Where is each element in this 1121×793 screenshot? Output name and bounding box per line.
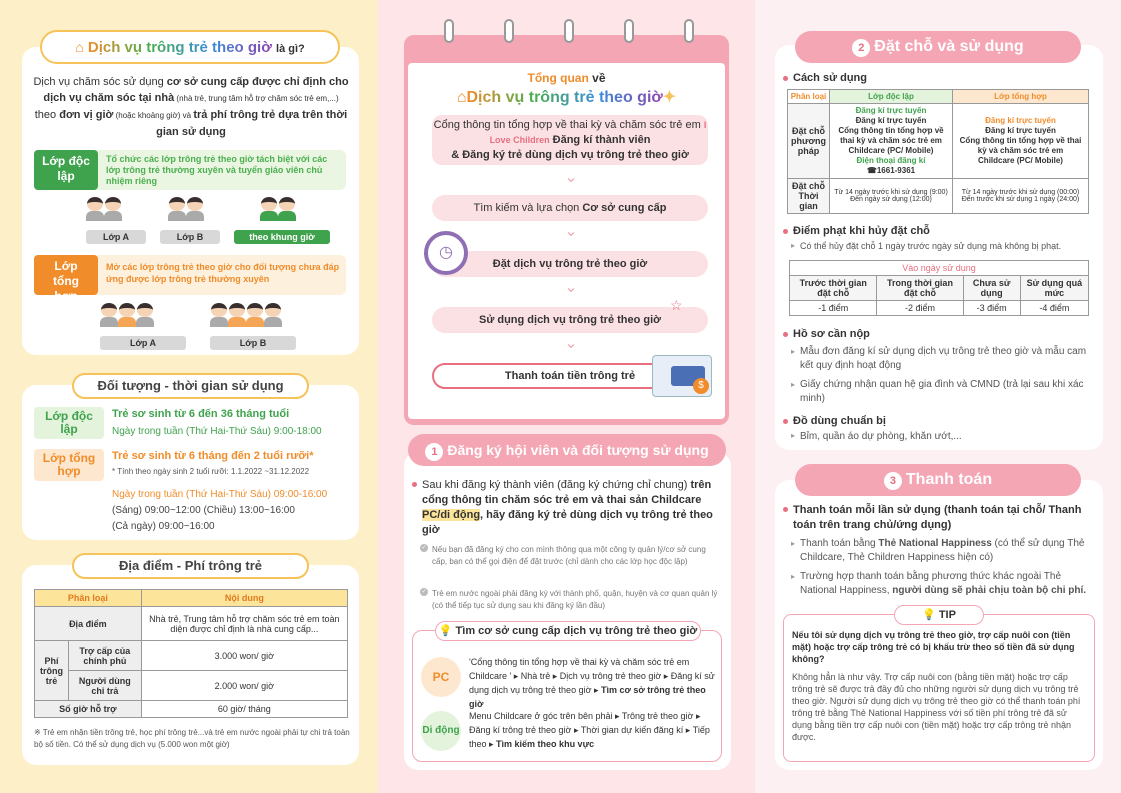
child-icon — [136, 303, 154, 327]
child-icon — [186, 197, 204, 221]
mixed-class-box — [34, 255, 346, 303]
lightbulb-icon: 💡 — [922, 609, 936, 621]
intro-text: Dịch vụ chăm sóc sử dụng cơ sở cung cấp được chỉ định cho dịch vụ chăm sóc tại nhà (nhà trẻ, trung tâm hỗ trợ chăm sóc trẻ em,...) theo đơn vị giờ (hoặc khoảng giờ) và trả phí trông trẻ dựa trên thời gian sử dụng — [33, 76, 349, 138]
items-heading: Đồ dùng chuẩn bị — [783, 415, 886, 427]
class-a-label: Lớp A — [86, 230, 146, 244]
booking-th-mixed: Lớp tổng hợp — [952, 90, 1088, 104]
column-1 — [0, 0, 378, 793]
independent-class-box — [34, 150, 346, 190]
house-icon: ⌂ — [75, 39, 84, 55]
target-mixed-note: * Tính theo ngày sinh 2 tuổi rưỡi: 1.1.2022 ~31.12.2022 — [112, 467, 310, 476]
booking-th-category: Phân loại — [788, 90, 830, 104]
notebook-page — [408, 63, 725, 419]
chevron-down-icon: ⌄ — [564, 335, 578, 352]
booking-title: 2 Đặt chỗ và sử dụng — [795, 31, 1081, 63]
chevron-down-icon: ⌄ — [564, 223, 578, 240]
penalty-value: -2 điểm — [877, 301, 963, 316]
registration-check-1: ✓ Nếu bạn đã đăng ký cho con mình thông qua một công ty quản lý/cơ sở cung cấp, bạn có thể gọi điện để đặt trước (chỉ dành cho các lớp học độc lập) — [420, 544, 720, 568]
booking-time-key: Đặt chỗ Thời gian — [788, 179, 830, 214]
payment-sub-1: ▸ Thanh toán bằng Thẻ National Happiness (có thể sử dụng Thẻ Childcare, Thẻ Children Happiness hiện có) — [791, 537, 1097, 565]
fee-header-category: Phân loại — [35, 590, 142, 607]
registration-title: 1 Đăng ký hội viên và đối tượng sử dụng — [408, 434, 726, 466]
find-provider-box — [412, 625, 722, 762]
fee-header-content: Nội dung — [141, 590, 347, 607]
target-mixed-line2: Ngày trong tuần (Thứ Hai-Thứ Sáu) 09:00-16:00 — [112, 489, 328, 500]
kids-group-b2 — [210, 303, 282, 330]
booking-method-table — [787, 89, 1089, 214]
documents-item-2: ▸ Giấy chứng nhận quan hệ gia đình và CMND (trả lại sau khi xác minh) — [791, 378, 1097, 406]
child-icon — [104, 197, 122, 221]
target-independent-line1: Trẻ sơ sinh từ 6 đến 36 tháng tuổi — [112, 408, 290, 420]
penalty-subtext: ▸ Có thể hủy đặt chỗ 1 ngày trước ngày sử dụng mà không bị phạt. — [791, 241, 1097, 251]
booking-time-mixed: Từ 14 ngày trước khi sử dụng (00:00) Đến trước khi sử dụng 1 ngày (24:00) — [952, 179, 1088, 214]
ring-icon — [444, 19, 454, 43]
notebook-rings — [444, 19, 694, 45]
mixed-class-tag: Lớp tổng hợp — [34, 255, 98, 295]
payment-card — [775, 471, 1103, 770]
section-number: 2 — [852, 39, 870, 57]
payment-main: Thanh toán mỗi lần sử dụng (thanh toán tại chỗ/ Thanh toán trên trang chủ/ứng dụng) — [783, 503, 1093, 533]
fee-row-gov-key: Trợ cấp của chính phủ — [69, 641, 142, 671]
target-mixed-line3: (Sáng) 09:00~12:00 (Chiều) 13:00~16:00 — [112, 505, 295, 516]
target-independent-tag: Lớp độc lập — [34, 407, 104, 439]
kids-group-a2 — [100, 303, 154, 330]
section-number: 3 — [884, 472, 902, 490]
fee-row-user-key: Người dùng chi trả — [69, 671, 142, 701]
house-icon: ⌂ — [456, 89, 467, 106]
alarm-clock-icon: ◷ — [424, 231, 468, 275]
portal-box: Cổng thông tin tổng hợp về thai kỳ và chăm sóc trẻ em I Love Children Đăng kí thành viên & Đăng ký trẻ dùng dịch vụ trông trẻ theo giờ — [432, 115, 708, 165]
class-b2-label: Lớp B — [210, 336, 296, 350]
overview-notebook — [404, 35, 729, 425]
step-book: Đặt dịch vụ trông trẻ theo giờ — [432, 251, 708, 277]
fee-table — [34, 589, 348, 718]
booking-method-mixed: Đăng kí trực tuyến Đăng kí trực tuyến Cổng thông tin tổng hợp về thai kỳ và chăm sóc trẻ em Childcare (PC/ Mobile) — [952, 104, 1088, 179]
child-icon — [278, 197, 296, 221]
step-use: Sử dụng dịch vụ trông trẻ theo giờ — [432, 307, 708, 333]
registration-check-2: ✓ Trẻ em nước ngoài phải đăng ký với thành phố, quận, huyện và cơ quan quản lý (có thể tiếp tục sử dụng sau khi đăng ký lần đầu) — [420, 588, 720, 612]
registration-text: Sau khi đăng ký thành viên (đăng ký chứng chỉ chung) trên cổng thông tin chăm sóc trẻ em và thai sản Childcare PC/di động, hãy đăng ký trẻ dùng dịch vụ trông trẻ theo giờ — [412, 478, 722, 538]
intro-title-highlight: Dịch vụ trông trẻ theo giờ — [87, 39, 272, 56]
fee-row-gov-value: 3.000 won/ giờ — [141, 641, 347, 671]
penalty-th-unused: Chưa sử dụng — [963, 276, 1020, 301]
booking-method-key: Đặt chỗ phương pháp — [788, 104, 830, 179]
tip-question: Nếu tôi sử dụng dịch vụ trông trẻ theo giờ, trợ cấp nuôi con (tiền mặt) hoặc trợ cấp trông trẻ có bị khấu trừ theo số tiền đã sử dụng không? — [792, 630, 1075, 664]
independent-class-kids — [86, 197, 346, 247]
mixed-class-kids — [100, 303, 340, 351]
target-mixed-line1: Trẻ sơ sinh từ 6 tháng đến 2 tuổi rưỡi* — [112, 450, 314, 462]
child-icon — [210, 303, 228, 327]
lightbulb-icon: 💡 — [438, 625, 453, 637]
ring-icon — [624, 19, 634, 43]
fee-card — [22, 558, 359, 765]
kids-group-a — [86, 197, 122, 224]
kids-group-b — [168, 197, 204, 224]
time-slot-label: theo khung giờ — [234, 230, 330, 244]
fee-note: ※ Trẻ em nhận tiền trông trẻ, học phí trông trẻ...và trẻ em nước ngoài phải tự chi trả toàn bộ số tiền. Có thể sử dụng dịch vụ (5.000 won một giờ) — [34, 728, 350, 749]
penalty-value: -4 điểm — [1020, 301, 1088, 316]
booking-method-independent: Đăng kí trực tuyến Đăng kí trực tuyến Cổng thông tin tổng hợp về thai kỳ và chăm sóc trẻ em Childcare (PC/ Mobile) Điện thoại đăng kí ☎1661-9361 — [830, 104, 953, 179]
chevron-down-icon: ⌄ — [564, 279, 578, 296]
registration-card — [404, 442, 731, 770]
mixed-class-text: Mở các lớp trông trẻ theo giờ cho đối tượng chưa đáp ứng được lớp trông trẻ thường xuyên — [106, 262, 340, 284]
child-icon — [86, 197, 104, 221]
child-icon — [100, 303, 118, 327]
penalty-th-day: Vào ngày sử dụng — [790, 261, 1089, 276]
mobile-tag: Di động — [421, 711, 461, 751]
child-icon — [118, 303, 136, 327]
overview-title: Tổng quan về ⌂Dịch vụ trông trẻ theo giờ✦ — [456, 71, 677, 106]
independent-class-tag: Lớp độc lập — [34, 150, 98, 190]
payment-sub-2: ▸ Trường hợp thanh toán bằng phương thức khác ngoài Thẻ National Happiness, người dùng sẽ phải chịu toàn bộ chi phí. — [791, 570, 1097, 598]
booking-th-independent: Lớp độc lập — [830, 90, 953, 104]
penalty-heading: Điểm phạt khi hủy đặt chỗ — [783, 225, 930, 237]
intro-title — [40, 30, 340, 64]
booking-time-independent: Từ 14 ngày trước khi sử dụng (9:00) Đến ngày sử dụng (12:00) — [830, 179, 953, 214]
target-independent-line2: Ngày trong tuần (Thứ Hai-Thứ Sáu) 9:00-18:00 — [112, 426, 322, 437]
child-icon — [246, 303, 264, 327]
column-3 — [755, 0, 1121, 793]
class-b-label: Lớp B — [160, 230, 220, 244]
step-search: Tìm kiếm và lựa chọn Cơ sở cung cấp — [432, 195, 708, 221]
penalty-table — [789, 260, 1089, 316]
star-icon: ☆ — [670, 297, 683, 313]
intro-card — [22, 39, 359, 355]
pc-tag: PC — [421, 657, 461, 697]
tip-answer: Không hẳn là như vậy. Trợ cấp nuôi con (bằng tiền mặt) hoặc trợ cấp trông trẻ sẽ được trả đầy đủ cho những người sử dụng dịch vụ trông trẻ theo giờ. Người sử dụng dịch vụ trông trẻ theo giờ có thể thanh toán phí trông trẻ bằng Thẻ National Happiness với số tiền phí trông trẻ đã sử dụng bằng tiền trợ cấp nuôi con (tiền mặt) hoặc trợ cấp trông trẻ nhận được. — [792, 672, 1081, 742]
fee-row-user-value: 2.000 won/ giờ — [141, 671, 347, 701]
find-provider-title: 💡 Tìm cơ sở cung cấp dịch vụ trông trẻ theo giờ — [435, 621, 701, 641]
ring-icon — [684, 19, 694, 43]
child-icon — [264, 303, 282, 327]
fee-row-hours-key: Số giờ hỗ trợ — [35, 701, 142, 718]
kids-group-c — [260, 197, 296, 224]
penalty-th-during: Trong thời gian đặt chỗ — [877, 276, 963, 301]
fee-row-place-key: Địa điểm — [35, 607, 142, 641]
target-title: Đối tượng - thời gian sử dụng — [72, 373, 309, 399]
items-list: ▸ Bỉm, quần áo dự phòng, khăn ướt,... — [791, 431, 1097, 442]
documents-item-1: ▸ Mẫu đơn đăng kí sử dụng dịch vụ trông trẻ theo giờ và mẫu cam kết quy định hoạt động — [791, 345, 1097, 373]
target-card — [22, 378, 359, 540]
penalty-th-before: Trước thời gian đặt chỗ — [790, 276, 877, 301]
target-mixed-tag: Lớp tổng hợp — [34, 449, 104, 481]
sparkle-icon: ✦ — [662, 89, 677, 106]
fee-title: Địa điểm - Phí trông trẻ — [72, 553, 309, 579]
fee-group-key: Phí trông trẻ — [35, 641, 69, 701]
card-payment-icon: $ — [652, 355, 712, 397]
child-icon — [168, 197, 186, 221]
fee-row-hours-value: 60 giờ/ tháng — [141, 701, 347, 718]
independent-class-text: Tổ chức các lớp trông trẻ theo giờ tách biệt với các lớp trông trẻ thường xuyên và tuyển giáo viên chủ nhiệm riêng — [106, 154, 328, 186]
class-a2-label: Lớp A — [100, 336, 186, 350]
pc-instructions: 'Cổng thông tin tổng hợp về thai kỳ và chăm sóc trẻ em Childcare ' ▸ Nhà trẻ ▸ Dịch vụ trông trẻ theo giờ ▸ Đăng kí sử dụng dịch vụ trông trẻ theo giờ ▸ Tìm cơ sở trông trẻ theo giờ — [469, 657, 715, 709]
step-pay: Thanh toán tiền trông trẻ — [432, 363, 708, 389]
chevron-down-icon: ⌄ — [564, 169, 578, 186]
target-mixed-line4: (Cả ngày) 09:00~16:00 — [112, 521, 215, 532]
mobile-instructions: Menu Childcare ở góc trên bên phải ▸ Trông trẻ theo giờ ▸ Đăng kí trông trẻ theo giờ ▸ Thời gian dự kiến đăng kí ▸ Tiếp theo ▸ Tìm kiếm theo khu vực — [469, 711, 710, 749]
tip-label: 💡 TIP — [894, 605, 984, 625]
ring-icon — [504, 19, 514, 43]
penalty-value: -1 điểm — [790, 301, 877, 316]
column-2 — [378, 0, 755, 793]
tip-box — [783, 609, 1095, 762]
intro-title-rest: là gì? — [276, 43, 305, 55]
ring-icon — [564, 19, 574, 43]
fee-row-place-value: Nhà trẻ, Trung tâm hỗ trợ chăm sóc trẻ em toàn diện được chỉ định là nhà cung cấp... — [141, 607, 347, 641]
section-number: 1 — [425, 443, 443, 461]
payment-title: 3 Thanh toán — [795, 464, 1081, 496]
child-icon — [228, 303, 246, 327]
how-to-use-heading: Cách sử dụng — [783, 72, 867, 84]
child-icon — [260, 197, 278, 221]
penalty-value: -3 điểm — [963, 301, 1020, 316]
documents-heading: Hồ sơ cần nộp — [783, 328, 870, 340]
booking-card — [775, 38, 1103, 450]
penalty-th-overuse: Sử dụng quá mức — [1020, 276, 1088, 301]
